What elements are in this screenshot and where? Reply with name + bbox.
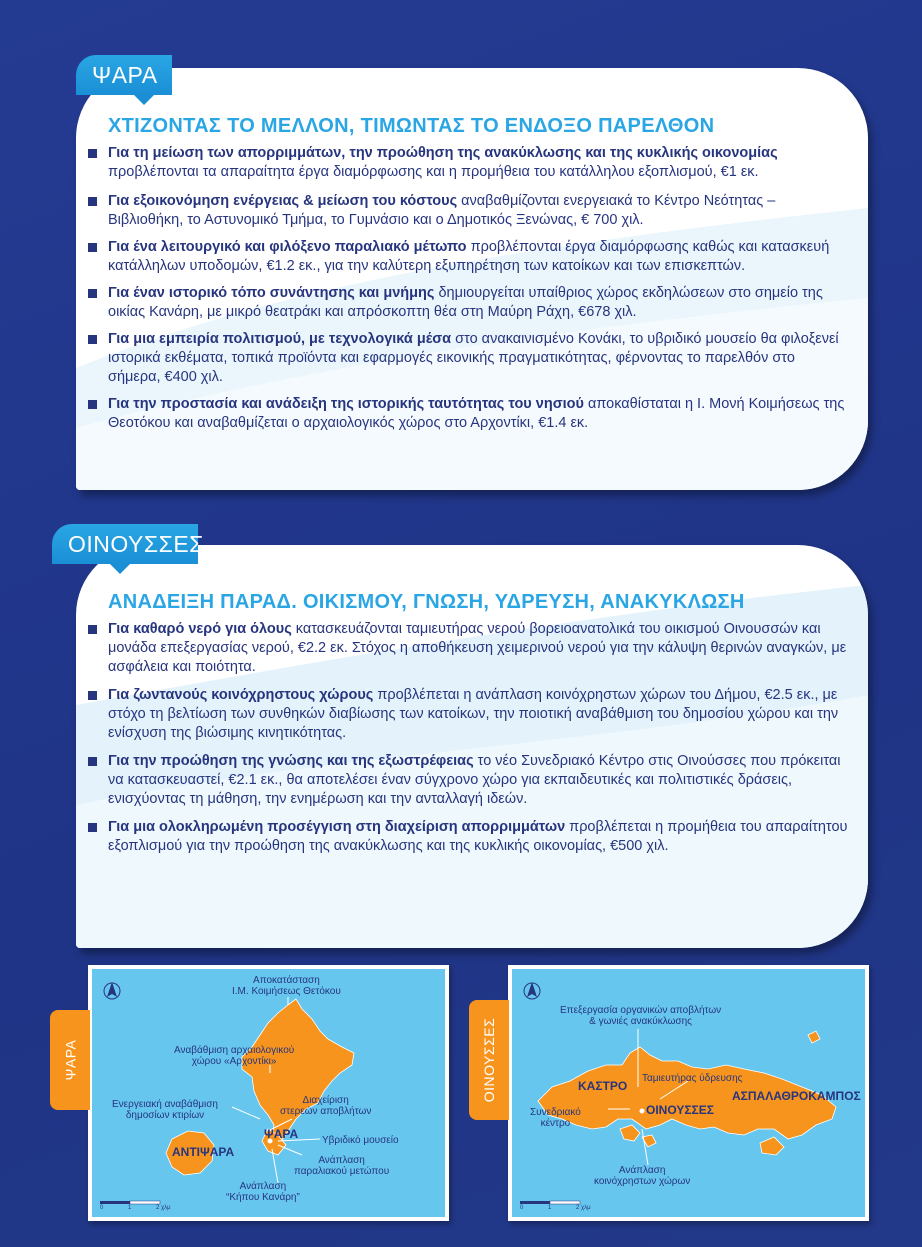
label-reservoir: Ταμιευτήρας ύδρευσης	[642, 1073, 743, 1084]
bullet-icon	[88, 691, 97, 700]
bullet-icon	[88, 335, 97, 344]
label-kanaris: Ανάπλαση “Κήπου Κανάρη”	[226, 1181, 300, 1203]
bullet-icon	[88, 823, 97, 832]
oinousses-map	[508, 965, 869, 1221]
scale-label-2: 2 χλμ	[156, 1205, 171, 1211]
oinousses-tab: ΟΙΝΟΥΣΣΕΣ	[52, 524, 198, 564]
bullet-icon	[88, 625, 97, 634]
label-kastro: ΚΑΣΤΡΟ	[578, 1079, 628, 1093]
islet	[808, 1031, 820, 1043]
label-organic: Επεξεργασία οργανικών αποβλήτων & γωνιές ανακύκλωσης	[560, 1005, 722, 1027]
bullet-icon	[88, 243, 97, 252]
scale-label-0: 0	[520, 1205, 524, 1211]
label-antipsara: ΑΝΤΙΨΑΡΑ	[172, 1145, 235, 1159]
label-aspalathokampos: ΑΣΠΑΛΑΘΡΟΚΑΜΠΟΣ	[732, 1089, 861, 1103]
list-item: Για ζωντανούς κοινόχρηστους χώρους προβλέπεται η ανάπλαση κοινόχρηστων χώρων του Δήμου, €2.5 εκ., με στόχο τη βελτίωση των συνθηκών διαβίωσης των κατοίκων, την ποιοτική αναβάθμιση του δημοσίου χώρου και την ενίσχυση της βιώσιμης κινητικότητας.	[88, 686, 848, 743]
psara-map-tab: ΨΑΡΑ	[50, 1010, 90, 1110]
list-item: Για ένα λειτουργικό και φιλόξενο παραλιακό μέτωπο προβλέπονται έργα διαμόρφωσης καθώς και κατασκευή κατάλληλων υποδομών, €1.2 εκ., για την καλύτερη εξυπηρέτηση των κατοίκων και των επισκεπτών.	[88, 238, 848, 276]
bullet-icon	[88, 197, 97, 206]
list-item: Για καθαρό νερό για όλους κατασκευάζονται ταμιευτήρας νερού βορειοανατολικά του οικισμού Οινουσσών και μονάδα επεξεργασίας νερού, €2.2 εκ. Στόχος η αποθήκευση χειμερινού νερού για την κάλυψη θερινών αναγκών, με ασφάλεια και ποιότητα.	[88, 620, 848, 677]
scale-label-1: 1	[128, 1205, 132, 1211]
oinousses-items-list	[88, 620, 848, 865]
oinousses-map-tab: ΟΙΝΟΥΣΣΕΣ	[469, 1000, 509, 1120]
label-conference: Συνεδριακό κέντρο	[530, 1107, 581, 1129]
psara-tab: ΨΑΡΑ	[76, 55, 172, 95]
scale-bar	[100, 1201, 160, 1204]
psara-items-list	[88, 144, 848, 441]
bullet-icon	[88, 757, 97, 766]
oinousses-heading: ΑΝΑΔΕΙΞΗ ΠΑΡΑΔ. ΟΙΚΙΣΜΟΥ, ΓΝΩΣΗ, ΥΔΡΕΥΣΗ, ΑΝΑΚΥΚΛΩΣΗ	[108, 591, 745, 613]
scale-bar	[520, 1201, 580, 1204]
psara-map-graphic	[92, 969, 445, 1217]
label-museum: Υβριδικό μουσείο	[322, 1135, 399, 1146]
scale-label-2: 2 χλμ	[576, 1205, 591, 1211]
label-archaeo: Αναβάθμιση αρχαιολογικού χώρου «Αρχοντίκι»	[174, 1045, 295, 1067]
list-item: Για την προστασία και ανάδειξη της ιστορικής ταυτότητας του νησιού αποκαθίσταται η Ι. Μονή Κοιμήσεως της Θεοτόκου και αναβαθμίζεται ο αρχαιολογικός χώρος στο Αρχοντίκι, €1.4 εκ.	[88, 395, 848, 433]
psara-heading: ΧΤΙΖΟΝΤΑΣ ΤΟ ΜΕΛΛΟΝ, ΤΙΜΩΝΤΑΣ ΤΟ ΕΝΔΟΞΟ ΠΑΡΕΛΘΟΝ	[108, 115, 715, 137]
psara-map	[88, 965, 449, 1221]
bullet-icon	[88, 400, 97, 409]
label-energy: Ενεργειακή αναβάθμιση δημοσίων κτιρίων	[112, 1099, 218, 1121]
list-item: Για την προώθηση της γνώσης και της εξωστρέφειας το νέο Συνεδριακό Κέντρο στις Οινούσσες που πρόκειται να κατασκευαστεί, €2.1 εκ., θα αποτελέσει έναν σύγχρονο χώρο για εκπαιδευτικές και πολιτιστικές δράσεις, ενισχύοντας τη μάθηση, την ενημέρωση και την ανταλλαγή ιδεών.	[88, 752, 848, 809]
label-oinousses: ΟΙΝΟΥΣΣΕΣ	[646, 1103, 714, 1117]
list-item: Για εξοικονόμηση ενέργειας & μείωση του κόστους αναβαθμίζονται ενεργειακά το Κέντρο Νεότητας – Βιβλιοθήκη, το Αστυνομικό Τμήμα, το Γυμνάσιο και ο Δημοτικός Ξενώνας, € 700 χιλ.	[88, 192, 848, 230]
label-waste: Διαχείριση στερεών αποβλήτων	[280, 1095, 372, 1117]
islet	[620, 1125, 640, 1141]
list-item: Για μια ολοκληρωμένη προσέγγιση στη διαχείριση απορριμμάτων προβλέπεται η προμήθεια του απαραίτητου εξοπλισμού για την προώθηση της ανακύκλωσης και της κυκλικής οικονομίας, €500 χιλ.	[88, 818, 848, 856]
list-item: Για τη μείωση των απορριμμάτων, την προώθηση της ανακύκλωσης και της κυκλικής οικονομίας προβλέπονται τα απαραίτητα έργα διαμόρφωσης και η προμήθεια του κατάλληλου εξοπλισμού, €1 εκ.	[88, 144, 848, 182]
list-item: Για έναν ιστορικό τόπο συνάντησης και μνήμης δημιουργείται υπαίθριος χώρος εκδηλώσεων στο σημείο της οικίας Κανάρη, με μικρό θεατράκι και απρόσκοπτη θέα στη Μαύρη Ράχη, €678 χιλ.	[88, 284, 848, 322]
scale-label-0: 0	[100, 1205, 104, 1211]
list-item: Για μια εμπειρία πολιτισμού, με τεχνολογικά μέσα στο ανακαινισμένο Κονάκι, το υβριδικό μουσείο θα φιλοξενεί ιστορικά εκθέματα, τοπικά προϊόντα και εφαρμογές εικονικής πραγματικότητας, φέρνοντας το παρελθόν στο σήμερα, €400 χιλ.	[88, 330, 848, 387]
label-public: Ανάπλαση κοινόχρηστων χώρων	[594, 1165, 691, 1187]
bullet-icon	[88, 289, 97, 298]
label-seafront: Ανάπλαση παραλιακού μετώπου	[294, 1155, 390, 1177]
islet	[760, 1137, 784, 1155]
bullet-icon	[88, 149, 97, 158]
psara-island	[242, 999, 354, 1143]
label-monastery: Αποκατάσταση Ι.Μ. Κοιμήσεως Θετόκου	[232, 975, 341, 997]
label-psara: ΨΑΡΑ	[264, 1127, 299, 1141]
scale-label-1: 1	[548, 1205, 552, 1211]
compass-icon	[524, 982, 540, 999]
compass-icon	[104, 982, 120, 999]
